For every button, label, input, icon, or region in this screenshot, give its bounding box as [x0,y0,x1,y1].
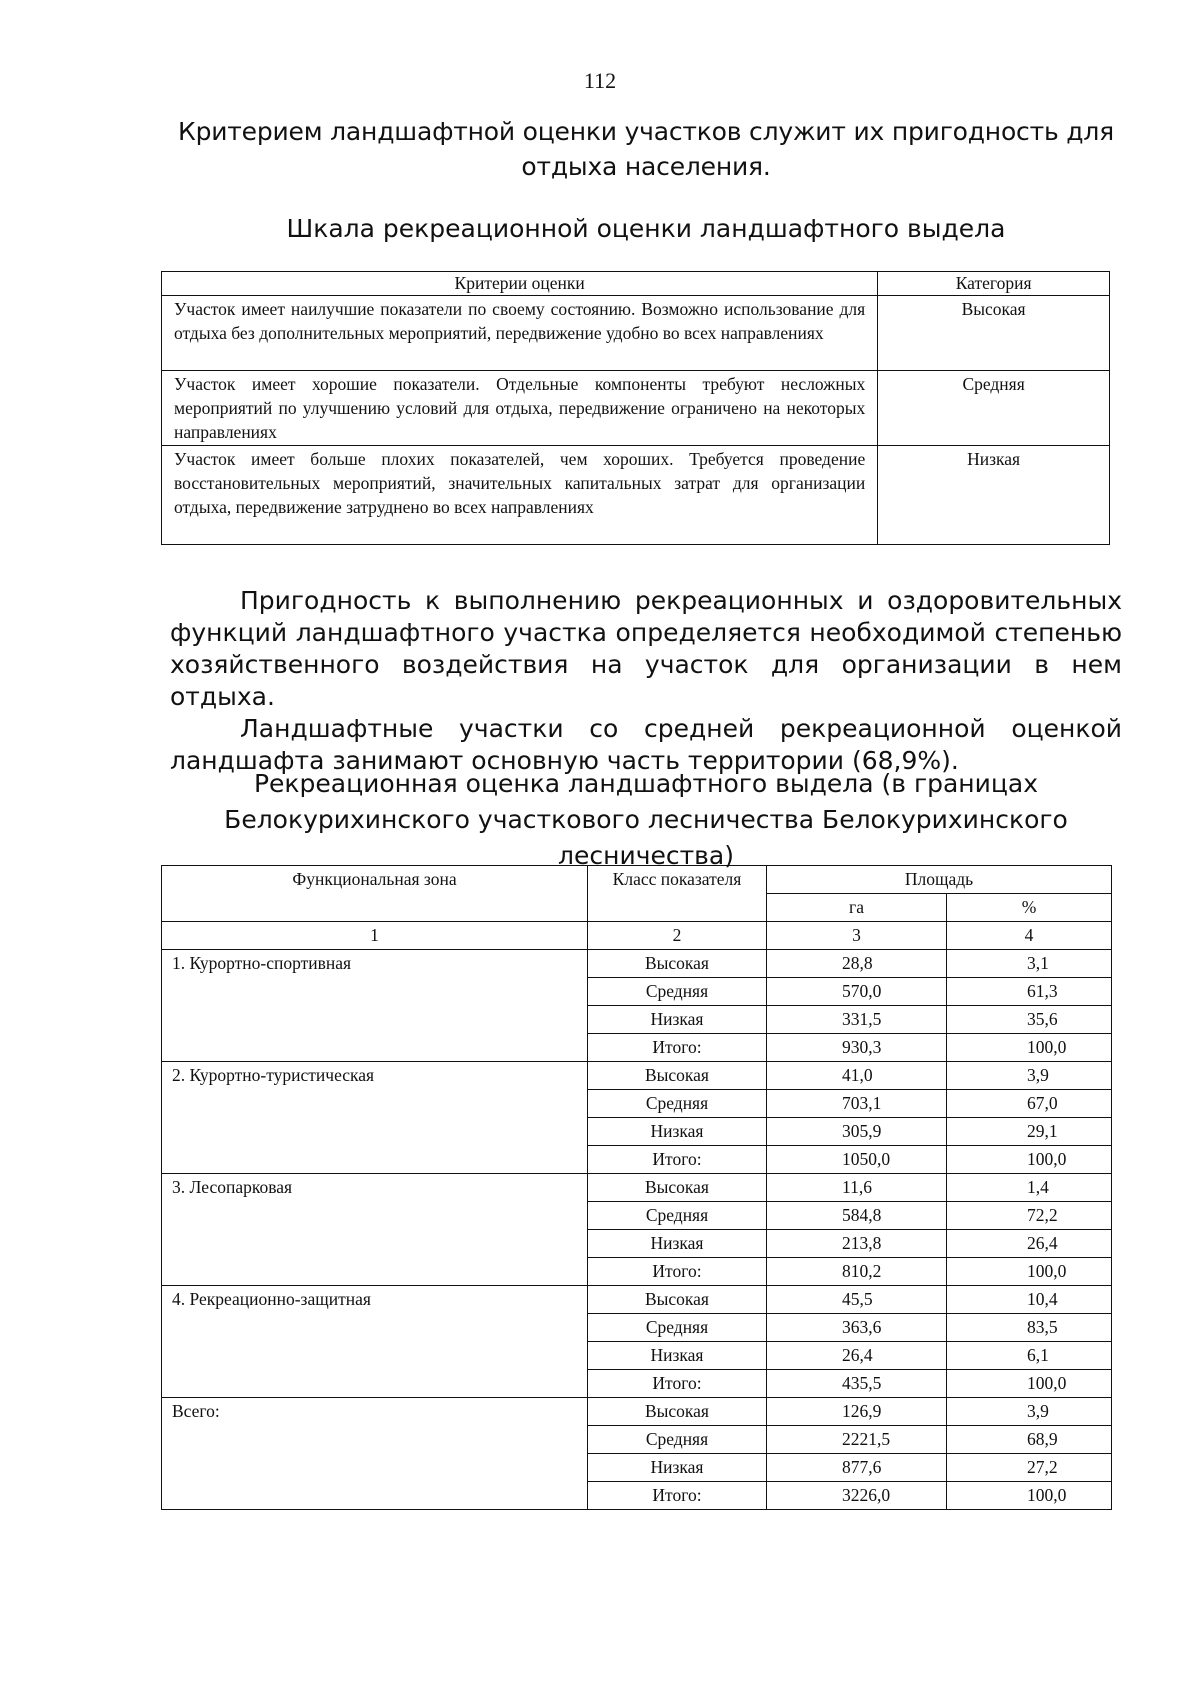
area-ha-cell: 930,3 [767,1034,947,1062]
area-ha-cell: 363,6 [767,1314,947,1342]
table-header-row [162,866,1112,894]
area-pct-cell: 10,4 [947,1286,1112,1314]
table-row [162,950,1112,978]
class-cell: Низкая [588,1342,767,1370]
column-number: 3 [767,922,947,950]
header-zone: Функциональная зона [162,866,588,922]
area-ha-cell: 331,5 [767,1006,947,1034]
header-area: Площадь [767,866,1112,894]
class-cell: Средняя [588,978,767,1006]
class-cell: Высокая [588,950,767,978]
table-row [162,1174,1112,1202]
area-pct-cell: 3,9 [947,1398,1112,1426]
criteria-cell: Участок имеет больше плохих показателей, чем хороших. Требуется проведение восстановительных мероприятий, значительных капитальных затрат для организации отдыха, передвижение затруднено во всех направлениях [162,446,878,545]
class-cell: Итого: [588,1482,767,1510]
header-class: Класс показателя [588,866,767,922]
area-ha-cell: 126,9 [767,1398,947,1426]
area-pct-cell: 27,2 [947,1454,1112,1482]
table1-title: Шкала рекреационной оценки ландшафтного выдела [286,214,1006,243]
area-ha-cell: 877,6 [767,1454,947,1482]
category-cell: Низкая [878,446,1110,545]
area-pct-cell: 29,1 [947,1118,1112,1146]
header-category: Категория [878,272,1110,296]
area-ha-cell: 570,0 [767,978,947,1006]
class-cell: Средняя [588,1202,767,1230]
area-pct-cell: 1,4 [947,1174,1112,1202]
column-number: 2 [588,922,767,950]
criteria-cell: Участок имеет хорошие показатели. Отдельные компоненты требуют несложных мероприятий по улучшению условий для отдыха, передвижение ограничено на некоторых направлениях [162,371,878,446]
area-ha-cell: 45,5 [767,1286,947,1314]
body-paragraphs [170,585,1122,777]
area-ha-cell: 41,0 [767,1062,947,1090]
area-ha-cell: 26,4 [767,1342,947,1370]
area-pct-cell: 100,0 [947,1370,1112,1398]
table2-body [162,950,1112,1510]
table-header-row [162,272,1110,296]
class-cell: Высокая [588,1286,767,1314]
table-row [162,1398,1112,1426]
table-row [162,446,1110,545]
table-row [162,371,1110,446]
header-pct: % [947,894,1112,922]
column-number: 1 [162,922,588,950]
table2-title: Рекреационная оценка ландшафтного выдела (в границах Белокурихинского участкового лесничества Белокурихинского лесничества) [224,769,1068,870]
area-pct-cell: 26,4 [947,1230,1112,1258]
class-cell: Итого: [588,1258,767,1286]
area-pct-cell: 35,6 [947,1006,1112,1034]
category-cell: Средняя [878,371,1110,446]
area-pct-cell: 100,0 [947,1482,1112,1510]
column-number: 4 [947,922,1112,950]
class-cell: Средняя [588,1314,767,1342]
zone-cell: Всего: [162,1398,588,1510]
area-ha-cell: 584,8 [767,1202,947,1230]
area-ha-cell: 213,8 [767,1230,947,1258]
area-ha-cell: 1050,0 [767,1146,947,1174]
class-cell: Низкая [588,1118,767,1146]
class-cell: Высокая [588,1398,767,1426]
table-row [162,1062,1112,1090]
page-number: 112 [583,68,617,93]
header-ha: га [767,894,947,922]
criteria-cell: Участок имеет наилучшие показатели по своему состоянию. Возможно использование для отдыха без дополнительных мероприятий, передвижение удобно во всех направлениях [162,296,878,371]
area-pct-cell: 67,0 [947,1090,1112,1118]
area-ha-cell: 28,8 [767,950,947,978]
zone-cell: 4. Рекреационно-защитная [162,1286,588,1398]
table-row [162,296,1110,371]
area-ha-cell: 435,5 [767,1370,947,1398]
recreation-assessment-table [161,865,1112,1510]
area-pct-cell: 61,3 [947,978,1112,1006]
class-cell: Низкая [588,1006,767,1034]
table-row [162,1286,1112,1314]
zone-cell: 1. Курортно-спортивная [162,950,588,1062]
column-number-row [162,922,1112,950]
area-ha-cell: 3226,0 [767,1482,947,1510]
class-cell: Средняя [588,1426,767,1454]
area-pct-cell: 3,1 [947,950,1112,978]
area-pct-cell: 68,9 [947,1426,1112,1454]
area-pct-cell: 100,0 [947,1034,1112,1062]
area-pct-cell: 100,0 [947,1146,1112,1174]
class-cell: Итого: [588,1146,767,1174]
paragraph-share: Ландшафтные участки со средней рекреационной оценкой ландшафта занимают основную часть территории (68,9%). [170,714,1122,775]
area-pct-cell: 100,0 [947,1258,1112,1286]
area-pct-cell: 3,9 [947,1062,1112,1090]
area-ha-cell: 703,1 [767,1090,947,1118]
area-ha-cell: 2221,5 [767,1426,947,1454]
class-cell: Низкая [588,1230,767,1258]
class-cell: Высокая [588,1062,767,1090]
area-ha-cell: 11,6 [767,1174,947,1202]
class-cell: Высокая [588,1174,767,1202]
class-cell: Низкая [588,1454,767,1482]
class-cell: Средняя [588,1090,767,1118]
paragraph-suitability: Пригодность к выполнению рекреационных и оздоровительных функций ландшафтного участка определяется необходимой степенью хозяйственного воздействия на участок для организации в нем отдыха. [170,586,1122,711]
area-pct-cell: 83,5 [947,1314,1112,1342]
area-pct-cell: 6,1 [947,1342,1112,1370]
class-cell: Итого: [588,1034,767,1062]
area-pct-cell: 72,2 [947,1202,1112,1230]
recreation-scale-table [161,271,1110,545]
zone-cell: 2. Курортно-туристическая [162,1062,588,1174]
intro-text: Критерием ландшафтной оценки участков служит их пригодность для отдыха населения. [178,117,1114,181]
category-cell: Высокая [878,296,1110,371]
class-cell: Итого: [588,1370,767,1398]
zone-cell: 3. Лесопарковая [162,1174,588,1286]
area-ha-cell: 305,9 [767,1118,947,1146]
area-ha-cell: 810,2 [767,1258,947,1286]
header-criteria: Критерии оценки [162,272,878,296]
